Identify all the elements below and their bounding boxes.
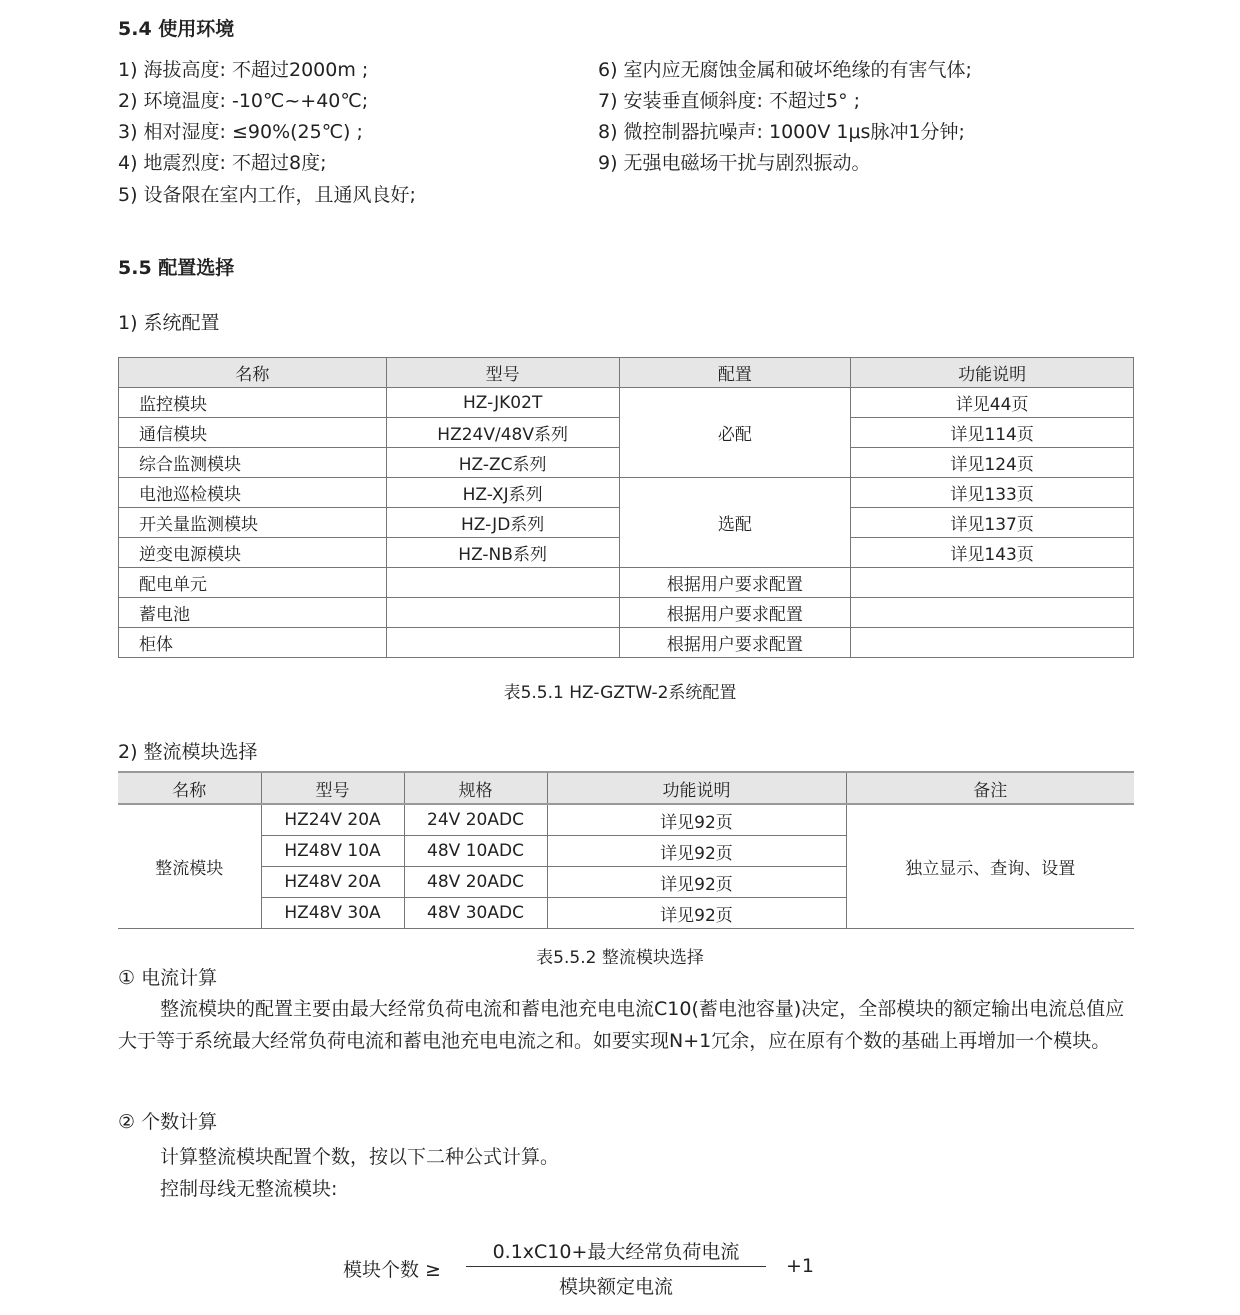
system-config-table (118, 357, 1134, 658)
col-header-function: 功能说明 (547, 772, 846, 804)
col-header-spec: 规格 (404, 772, 547, 804)
env-item-1: 1) 海拔高度: 不超过2000m ; (118, 59, 369, 81)
table2-caption: 表5.5.2 整流模块选择 (536, 948, 704, 968)
table-row (119, 388, 1134, 418)
cell-model (386, 598, 619, 628)
cell-name: 整流模块 (118, 804, 261, 929)
table1-caption: 表5.5.1 HZ-GZTW-2系统配置 (503, 683, 737, 703)
cell-function: 详见92页 (547, 867, 846, 898)
formula-denominator: 模块额定电流 (558, 1276, 673, 1298)
section-5-4-title: 5.4 使用环境 (118, 18, 235, 40)
col-header-model: 型号 (386, 358, 619, 388)
table-row (119, 598, 1134, 628)
formula-plus-one: +1 (786, 1255, 815, 1277)
cell-model: HZ-JK02T (386, 388, 619, 418)
cell-model: HZ-JD系列 (386, 508, 619, 538)
table-header-row (118, 772, 1134, 804)
cell-model: HZ-NB系列 (386, 538, 619, 568)
cell-remark: 独立显示、查询、设置 (846, 804, 1134, 929)
cell-name: 监控模块 (119, 388, 387, 418)
cell-config-optional: 选配 (619, 478, 851, 568)
col-header-remark: 备注 (846, 772, 1134, 804)
env-item-7: 7) 安装垂直倾斜度: 不超过5° ; (598, 90, 861, 112)
env-item-9: 9) 无强电磁场干扰与剧烈振动。 (598, 152, 871, 174)
env-item-5: 5) 设备限在室内工作，且通风良好; (118, 184, 416, 206)
cell-model: HZ24V 20A (261, 804, 404, 836)
cell-model: HZ24V/48V系列 (386, 418, 619, 448)
cell-function: 详见44页 (851, 388, 1134, 418)
col-header-function: 功能说明 (851, 358, 1134, 388)
cell-function: 详见92页 (547, 898, 846, 929)
cell-function: 详见114页 (851, 418, 1134, 448)
cell-model: HZ48V 10A (261, 836, 404, 867)
cell-name: 配电单元 (119, 568, 387, 598)
env-item-2: 2) 环境温度: -10℃~+40℃; (118, 90, 369, 112)
cell-model: HZ-ZC系列 (386, 448, 619, 478)
count-calc-line1: 计算整流模块配置个数，按以下二种公式计算。 (160, 1146, 560, 1168)
count-calc-line2: 控制母线无整流模块: (160, 1178, 338, 1200)
table-header-row (119, 358, 1134, 388)
cell-function: 详见92页 (547, 836, 846, 867)
cell-model (386, 628, 619, 658)
cell-model: HZ48V 30A (261, 898, 404, 929)
cell-name: 柜体 (119, 628, 387, 658)
table-row (118, 804, 1134, 836)
table-row (119, 478, 1134, 508)
col-header-config: 配置 (619, 358, 851, 388)
table-row (119, 628, 1134, 658)
cell-function: 详见133页 (851, 478, 1134, 508)
cell-spec: 48V 30ADC (404, 898, 547, 929)
rectifier-table (118, 771, 1134, 929)
cell-name: 蓄电池 (119, 598, 387, 628)
section-5-5-title: 5.5 配置选择 (118, 257, 235, 279)
env-item-4: 4) 地震烈度: 不超过8度; (118, 152, 327, 174)
cell-function: 详见92页 (547, 804, 846, 836)
cell-name: 开关量监测模块 (119, 508, 387, 538)
fraction-bar (466, 1266, 766, 1267)
cell-name: 电池巡检模块 (119, 478, 387, 508)
cell-function: 详见124页 (851, 448, 1134, 478)
cell-model: HZ-XJ系列 (386, 478, 619, 508)
cell-function: 详见137页 (851, 508, 1134, 538)
cell-config-user: 根据用户要求配置 (619, 598, 851, 628)
current-calc-heading: ① 电流计算 (118, 967, 218, 989)
count-calc-heading: ② 个数计算 (118, 1111, 218, 1133)
cell-function (851, 628, 1134, 658)
cell-function: 详见143页 (851, 538, 1134, 568)
col-header-name: 名称 (118, 772, 261, 804)
col-header-name: 名称 (119, 358, 387, 388)
cell-name: 通信模块 (119, 418, 387, 448)
cell-config-user: 根据用户要求配置 (619, 628, 851, 658)
env-item-3: 3) 相对湿度: ≤90%(25℃) ; (118, 121, 363, 143)
formula-numerator: 0.1xC10+最大经常负荷电流 (492, 1241, 740, 1263)
env-item-8: 8) 微控制器抗噪声: 1000V 1μs脉冲1分钟; (598, 121, 965, 143)
current-calc-paragraph: 整流模块的配置主要由最大经常负荷电流和蓄电池充电电流C10(蓄电池容量)决定，全部模块的额定输出电流总值应大于等于系统最大经常负荷电流和蓄电池充电电流之和。如要实现N+1冗余，应在原有个数的基础上再增加一个模块。 (118, 998, 1125, 1052)
cell-function (851, 598, 1134, 628)
col-header-model: 型号 (261, 772, 404, 804)
cell-config-required: 必配 (619, 388, 851, 478)
cell-config-user: 根据用户要求配置 (619, 568, 851, 598)
cell-name: 综合监测模块 (119, 448, 387, 478)
cell-function (851, 568, 1134, 598)
rectifier-selection-heading: 2) 整流模块选择 (118, 741, 258, 763)
cell-spec: 24V 20ADC (404, 804, 547, 836)
cell-spec: 48V 20ADC (404, 867, 547, 898)
formula-lhs: 模块个数 ≥ (343, 1259, 441, 1281)
cell-spec: 48V 10ADC (404, 836, 547, 867)
cell-name: 逆变电源模块 (119, 538, 387, 568)
cell-model: HZ48V 20A (261, 867, 404, 898)
system-config-heading: 1) 系统配置 (118, 312, 220, 334)
env-item-6: 6) 室内应无腐蚀金属和破坏绝缘的有害气体; (598, 59, 972, 81)
cell-model (386, 568, 619, 598)
table-row (119, 568, 1134, 598)
